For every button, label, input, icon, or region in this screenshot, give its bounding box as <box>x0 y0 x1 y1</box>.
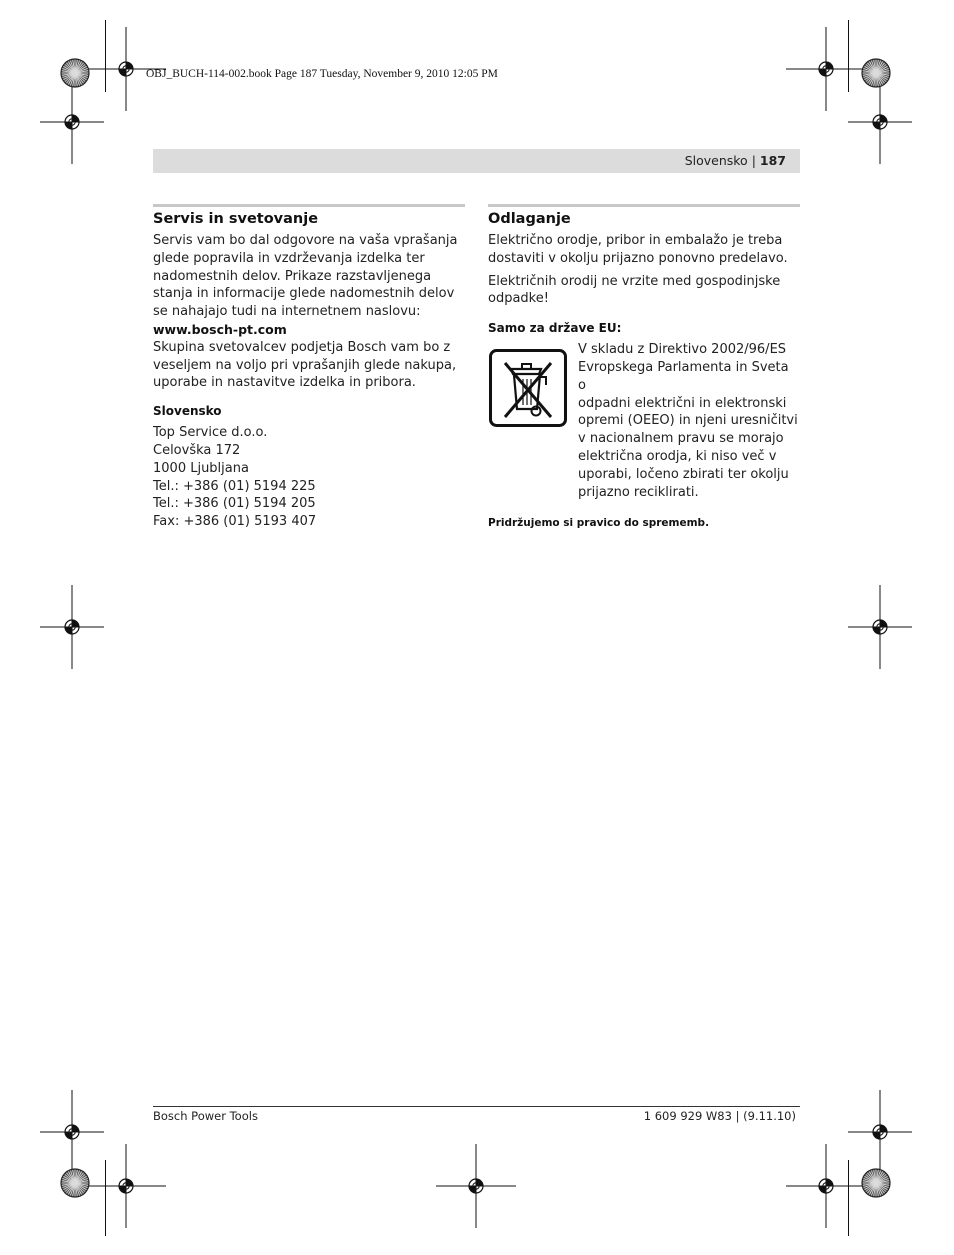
disposal-paragraph-1: Električno orodje, pribor in embalažo je treba dostaviti v okolju prijazno ponovno predelavo. <box>488 233 788 266</box>
trim-line <box>105 20 106 92</box>
eu-directive-text: V skladu z Direktivo 2002/96/ES Evropskega Parlamenta in Sveta o odpadni električni in elektronski opremi (OEEO) in njeni uresničitvi v nacionalnem pravu se morajo električna orodja, ki niso več v uporabi, ločeno zbirati ter okolju prijazno reciklirati. <box>578 342 798 500</box>
eu-heading: Samo za države EU: <box>488 321 622 336</box>
column-rule <box>153 204 465 207</box>
column-rule <box>488 204 800 207</box>
footer-document-number: 1 609 929 W83 | (9.11.10) <box>643 1109 796 1123</box>
star-target-icon <box>59 57 91 89</box>
disclaimer: Pridržujemo si pravico do sprememb. <box>488 517 710 530</box>
left-column <box>153 204 465 531</box>
address-block: Top Service d.o.o. Celovška 172 1000 Ljubljana Tel.: +386 (01) 5194 225 Tel.: +386 (01) 5194 205 Fax: +386 (01) 5193 407 <box>153 425 317 530</box>
registration-mark-icon <box>835 582 925 672</box>
registration-mark-icon <box>781 1141 871 1231</box>
footer-brand: Bosch Power Tools <box>153 1109 258 1123</box>
footer-rule <box>153 1106 800 1107</box>
star-target-icon <box>860 57 892 89</box>
header-separator: | <box>751 153 756 168</box>
country-heading: Slovensko <box>153 404 222 419</box>
service-paragraph: Servis vam bo dal odgovore na vaša vprašanja glede popravila in vzdrževanja izdelka ter nadomestnih delov. Prikaze razstavljenega stanja in informacije glede nadomestnih delov se nahajajo tudi na internetnem naslovu: www.bosch-pt.com Skupina svetovalcev podjetja Bosch vam bo z veseljem na voljo pri vprašanjih glede nakupa, uporabe in nastavitve izdelka in pribora. <box>153 232 465 392</box>
running-header <box>153 149 800 173</box>
print-info: OBJ_BUCH-114-002.book Page 187 Tuesday, November 9, 2010 12:05 PM <box>146 68 498 80</box>
disposal-paragraph-2: Električnih orodij ne vrzite med gospodinjske odpadke! <box>488 273 781 307</box>
star-target-icon <box>59 1167 91 1199</box>
website-link: www.bosch-pt.com <box>153 321 287 337</box>
trim-line <box>848 20 849 92</box>
registration-mark-icon <box>27 582 117 672</box>
header-language: Slovensko <box>684 153 748 168</box>
trim-line <box>848 1160 849 1236</box>
star-target-icon <box>860 1167 892 1199</box>
crossed-out-wheelie-bin-icon <box>489 349 567 427</box>
registration-mark-icon <box>81 1141 171 1231</box>
trim-line <box>105 1160 106 1236</box>
registration-mark-icon <box>27 77 117 167</box>
registration-mark-icon <box>431 1141 521 1231</box>
page-number: 187 <box>759 153 786 168</box>
section-heading-disposal: Odlaganje <box>488 211 571 227</box>
section-heading-service: Servis in svetovanje <box>153 211 319 227</box>
